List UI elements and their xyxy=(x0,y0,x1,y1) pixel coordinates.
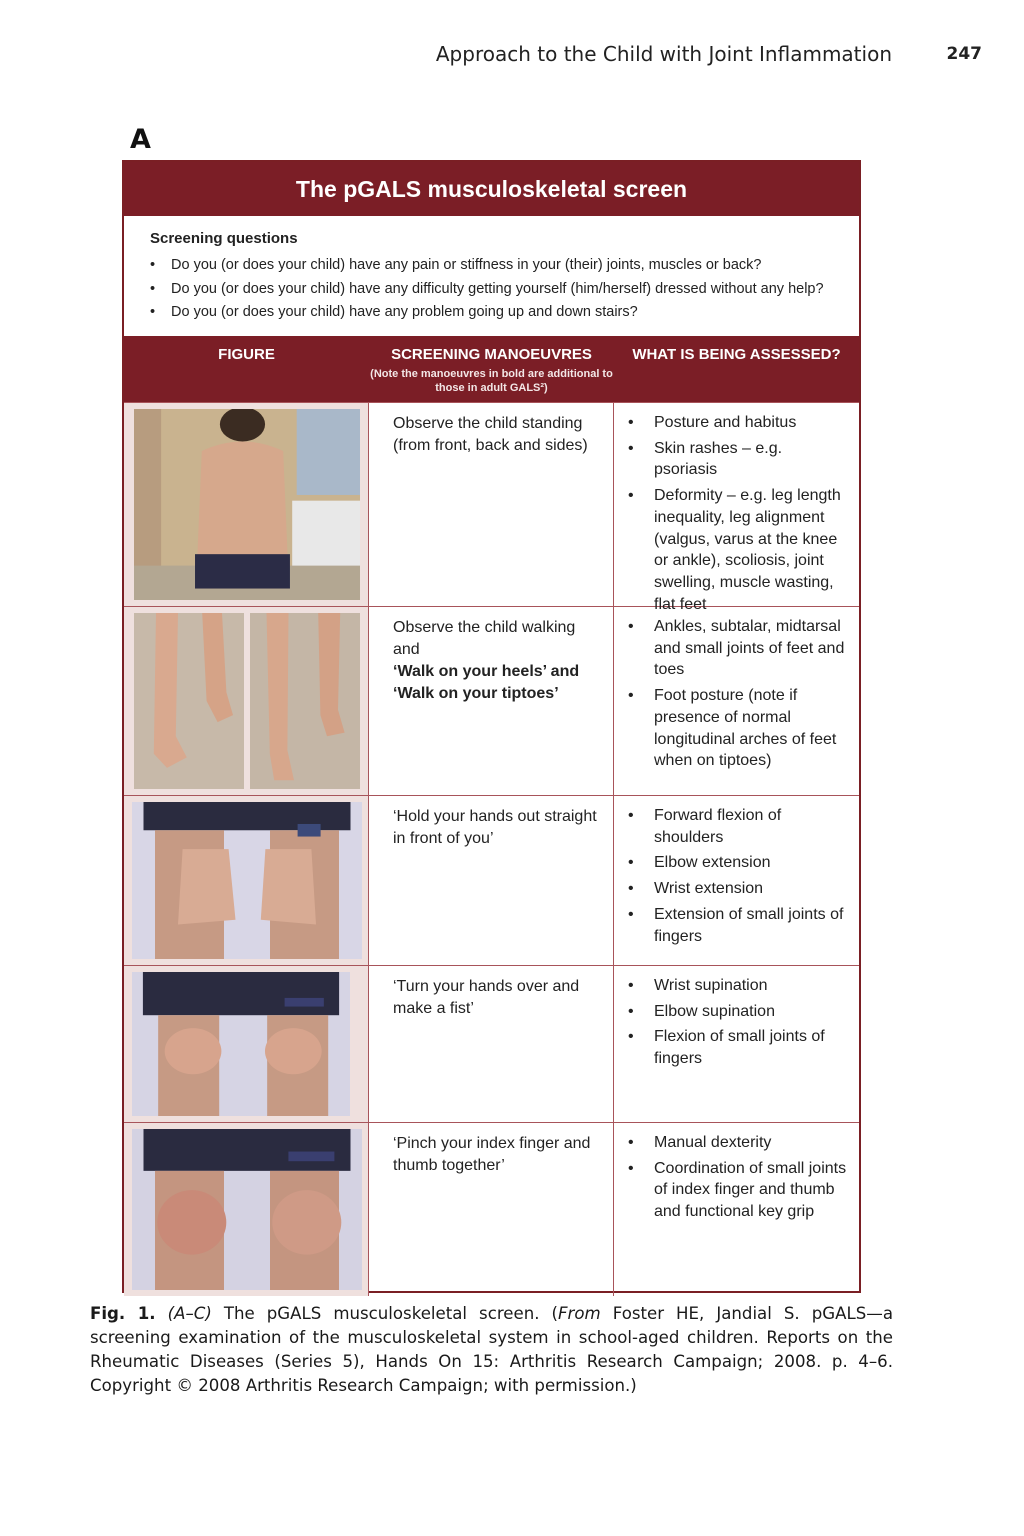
assessed-cell xyxy=(614,607,859,795)
assessed-item: • Deformity – e.g. leg length inequality, leg alignment (valgus, varus at the knee or ankle), scoliosis, joint swelling, muscle wasting, flat feet xyxy=(628,485,849,615)
assessed-cell xyxy=(614,1123,859,1296)
manoeuvre-bold-text: ‘Pinch your index finger and thumb together’ xyxy=(393,1135,591,1174)
column-header xyxy=(124,336,859,402)
screening-questions xyxy=(124,216,859,336)
manoeuvre-cell xyxy=(369,796,614,965)
question-item: • Do you (or does your child) have any difficulty getting yourself (him/herself) dressed without any help? xyxy=(150,278,859,302)
pgals-figure xyxy=(122,160,861,1293)
assessed-item: • Elbow supination xyxy=(628,1001,849,1023)
assessed-cell xyxy=(614,403,859,613)
caption-main: The pGALS musculoskeletal screen. ( xyxy=(211,1304,559,1323)
manoeuvre-cell xyxy=(369,403,614,606)
questions-heading: Screening questions xyxy=(150,230,298,247)
photo-walking-heels xyxy=(134,613,244,789)
figure-cell xyxy=(124,966,369,1122)
col-header-manoeuvres xyxy=(369,336,614,402)
col-header-assessed: WHAT IS BEING ASSESSED? xyxy=(632,346,841,363)
figure-cell xyxy=(124,796,369,965)
manoeuvre-text: ‘Hold your hands out straight in front of you’ xyxy=(393,808,597,847)
manoeuvre-bold-text: ‘Walk on your heels’ and ‘Walk on your tiptoes’ xyxy=(393,663,580,702)
question-item: • Do you (or does your child) have any problem going up and down stairs? xyxy=(150,301,859,325)
figure-cell xyxy=(124,1123,369,1296)
photo-walking-tiptoes xyxy=(250,613,360,789)
assessed-item: • Flexion of small joints of fingers xyxy=(628,1026,849,1069)
photo-hands-out xyxy=(132,802,362,959)
assessed-item: • Wrist supination xyxy=(628,975,849,997)
assessed-item: • Ankles, subtalar, midtarsal and small joints of feet and toes xyxy=(628,616,849,681)
figure-cell xyxy=(124,607,369,795)
caption-from: From xyxy=(558,1304,601,1323)
assessed-cell xyxy=(614,796,859,965)
figure-title: The pGALS musculoskeletal screen xyxy=(124,162,859,216)
col-header-manoeuvres-note: (Note the manoeuvres in bold are additional to those in adult GALS²) xyxy=(370,368,613,394)
photo-standing-back xyxy=(134,409,360,600)
photo-fists xyxy=(132,972,350,1116)
photo-pinch xyxy=(132,1129,362,1290)
table-row xyxy=(124,606,859,795)
manoeuvre-text: Observe the child walking and xyxy=(393,619,576,658)
question-item: • Do you (or does your child) have any pain or stiffness in your (their) joints, muscles or back? xyxy=(150,254,859,278)
col-header-figure: FIGURE xyxy=(218,346,275,363)
page-number: 247 xyxy=(946,44,982,64)
manoeuvre-cell xyxy=(369,966,614,1122)
running-title: Approach to the Child with Joint Inflammation xyxy=(435,42,892,66)
assessed-cell xyxy=(614,966,859,1122)
manoeuvre-cell xyxy=(369,1123,614,1296)
panel-letter: A xyxy=(130,124,151,155)
col-header-manoeuvres-label: SCREENING MANOEUVRES xyxy=(391,346,592,363)
assessed-item: • Forward flexion of shoulders xyxy=(628,805,849,848)
caption-panels: (A–C) xyxy=(167,1304,212,1323)
manoeuvre-text: Observe the child standing (from front, back and sides) xyxy=(393,415,588,454)
caption-source: Foster HE, Jandial S. pGALS—a screening examination of the musculoskeletal system in school-aged children. Reports on the Rheumatic Diseases (Series 5), Hands On 15: Arthritis Research Campaign; 2008. p. 4–6. Copyright © 2008 Arthritis Research Campaign; with permission.) xyxy=(90,1304,893,1395)
assessed-item: • Skin rashes – e.g. psoriasis xyxy=(628,438,849,481)
assessed-item: • Extension of small joints of fingers xyxy=(628,904,849,947)
assessed-item: • Manual dexterity xyxy=(628,1132,849,1154)
manoeuvre-cell xyxy=(369,607,614,795)
table-row xyxy=(124,965,859,1122)
table-row xyxy=(124,795,859,965)
running-header xyxy=(0,42,1024,68)
figure-caption xyxy=(90,1302,893,1398)
assessed-item: • Elbow extension xyxy=(628,852,849,874)
caption-label: Fig. 1. xyxy=(90,1304,156,1323)
table-row xyxy=(124,402,859,613)
assessed-item: • Posture and habitus xyxy=(628,412,849,434)
manoeuvre-bold-text: ‘Turn your hands over and make a fist’ xyxy=(393,978,580,1017)
table-row xyxy=(124,1122,859,1296)
assessed-item: • Coordination of small joints of index finger and thumb and functional key grip xyxy=(628,1158,849,1223)
figure-cell xyxy=(124,403,369,606)
assessed-item: • Wrist extension xyxy=(628,878,849,900)
assessed-item: • Foot posture (note if presence of normal longitudinal arches of feet when on tiptoes) xyxy=(628,685,849,772)
